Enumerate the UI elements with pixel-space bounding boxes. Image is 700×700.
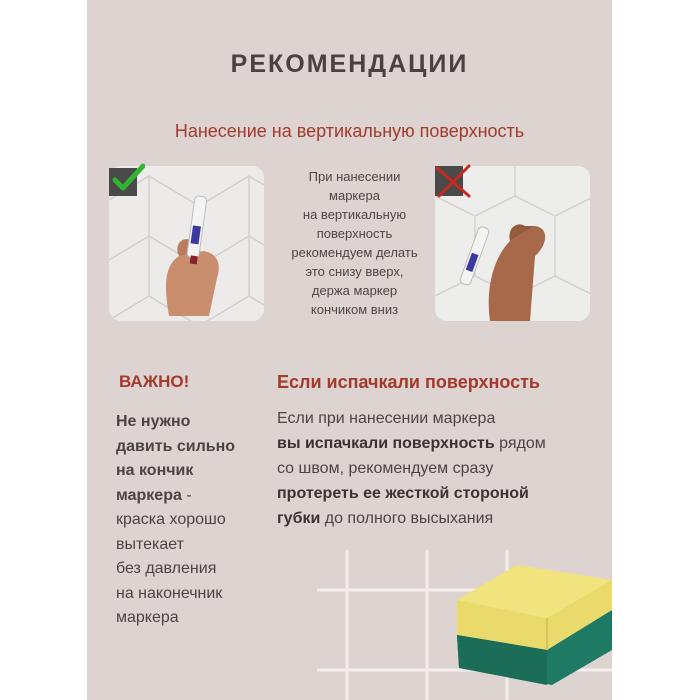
important-bold-part: маркера [116, 486, 182, 504]
instruction-line: кончиком вниз [310, 302, 399, 317]
important-line: вытекает [116, 535, 184, 553]
important-line: Не нужно [116, 413, 191, 430]
stained-surface-heading: Если испачкали поверхность [277, 372, 540, 392]
stained-line: Если при нанесении маркера [277, 410, 496, 427]
stained-normal-part: рядом [494, 435, 546, 452]
vertical-application-instruction [282, 167, 427, 319]
important-line: давить сильно [116, 437, 236, 455]
instruction-line: маркера [329, 188, 380, 203]
instruction-line: на вертикальную [302, 207, 407, 222]
important-line: краска хорошо [116, 511, 226, 528]
recommendation-card [87, 0, 612, 700]
instruction-line: держа маркер [311, 283, 398, 298]
instruction-line: поверхность [316, 226, 393, 241]
red-cross-icon [433, 162, 473, 200]
stained-line: протереть ее жесткой стороной [277, 485, 529, 502]
important-line [116, 484, 266, 509]
stained-surface-text [277, 406, 607, 531]
stained-bold-part: губки [277, 510, 321, 527]
important-line: маркера [116, 609, 179, 626]
section-subtitle: Нанесение на вертикальную поверхность [174, 121, 525, 141]
important-heading: ВАЖНО! [119, 372, 190, 391]
important-line: на кончик [116, 462, 194, 479]
green-check-icon [109, 162, 145, 196]
page-title: РЕКОМЕНДАЦИИ [230, 50, 469, 78]
stained-bold-part: вы испачкали поверхность [277, 435, 495, 452]
instruction-line: При нанесении [308, 169, 401, 184]
important-line: на наконечник [116, 584, 223, 602]
important-line: без давления [116, 560, 217, 577]
stained-line: со швом, рекомендуем сразу [277, 460, 494, 477]
sponge-icon [447, 540, 612, 685]
stained-line [277, 431, 607, 456]
important-text [116, 410, 266, 631]
stained-line [277, 506, 607, 531]
important-normal-part: - [181, 486, 192, 504]
instruction-line: рекомендуем делать [291, 245, 418, 260]
stained-normal-part: до полного высыхания [320, 510, 494, 527]
instruction-line: это снизу вверх, [305, 264, 404, 279]
